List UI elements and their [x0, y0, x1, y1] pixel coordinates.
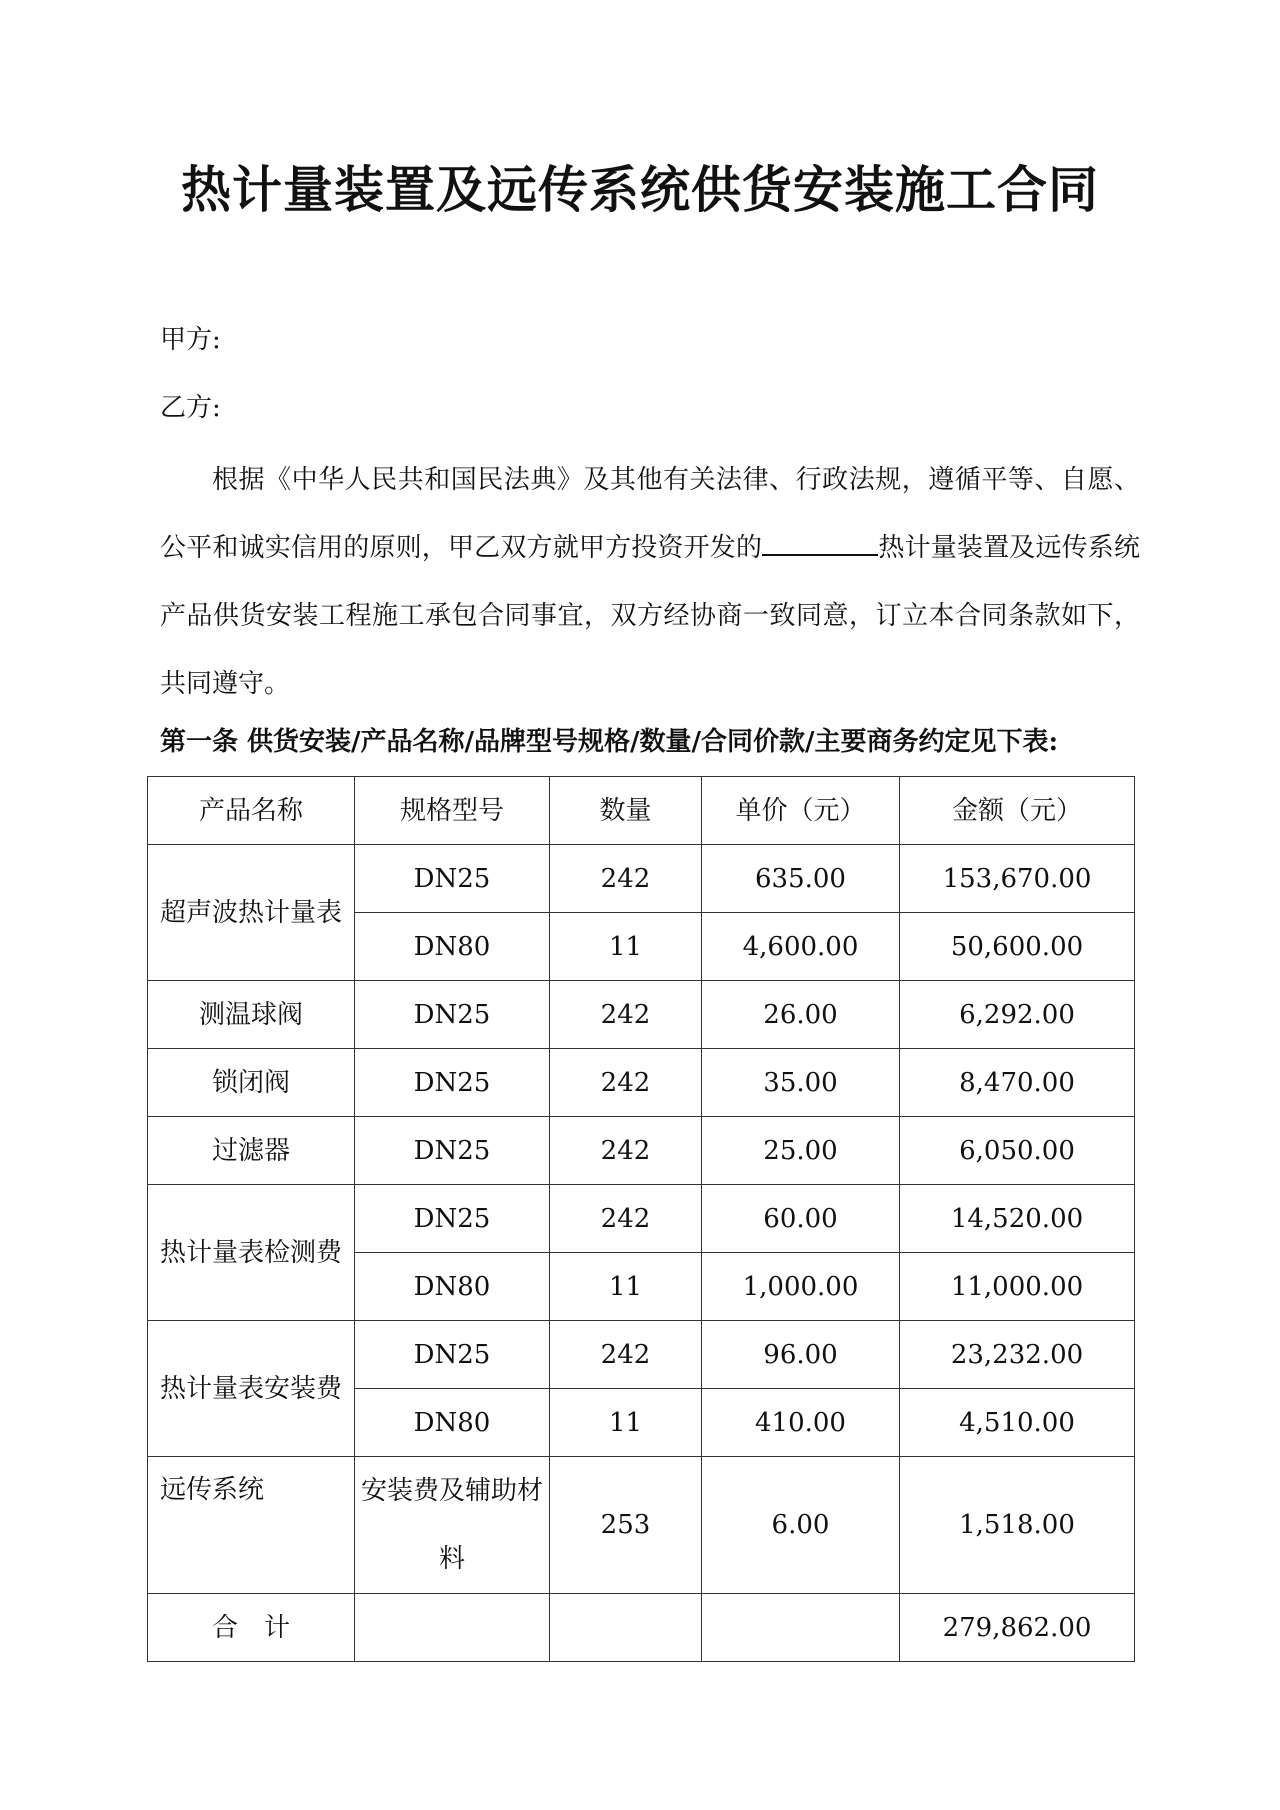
quantity-cell: 242	[550, 1185, 702, 1253]
spec-cell: DN25	[355, 981, 550, 1049]
spec-cell: 安装费及辅助材料	[355, 1457, 550, 1594]
table-row	[148, 1117, 1135, 1185]
goods-price-table	[147, 776, 1135, 1662]
quantity-cell: 242	[550, 1117, 702, 1185]
spec-cell: DN80	[355, 913, 550, 981]
table-row	[148, 1321, 1135, 1389]
product-name-cell: 锁闭阀	[148, 1049, 355, 1117]
total-amount-cell: 279,862.00	[900, 1594, 1135, 1662]
amount-cell: 11,000.00	[900, 1253, 1135, 1321]
quantity-cell: 253	[550, 1457, 702, 1594]
unit-price-cell: 60.00	[702, 1185, 900, 1253]
amount-cell: 4,510.00	[900, 1389, 1135, 1457]
spec-cell: DN25	[355, 1117, 550, 1185]
party-b-label: 乙方:	[160, 393, 221, 423]
spec-cell: DN25	[355, 845, 550, 913]
unit-price-cell: 96.00	[702, 1321, 900, 1389]
quantity-cell: 11	[550, 1389, 702, 1457]
unit-price-cell: 635.00	[702, 845, 900, 913]
product-name-cell: 过滤器	[148, 1117, 355, 1185]
contract-title: 热计量装置及远传系统供货安装施工合同	[181, 160, 1099, 219]
intro-text-after: 热计量装置及远传系统产品供货安装工程施工承包合同事宜，双方经协商一致同意，订立本合同条款如下，共同遵守。	[160, 533, 1140, 699]
spec-cell: DN80	[355, 1253, 550, 1321]
amount-cell: 6,050.00	[900, 1117, 1135, 1185]
amount-cell: 1,518.00	[900, 1457, 1135, 1594]
amount-cell: 50,600.00	[900, 913, 1135, 981]
unit-price-cell: 25.00	[702, 1117, 900, 1185]
table-row	[148, 1457, 1135, 1594]
unit-price-cell: 410.00	[702, 1389, 900, 1457]
party-a-label: 甲方:	[160, 325, 221, 355]
header-quantity: 数量	[550, 777, 702, 845]
empty-cell	[355, 1594, 550, 1662]
quantity-cell: 11	[550, 913, 702, 981]
clause-1-heading: 第一条 供货安装/产品名称/品牌型号规格/数量/合同价款/主要商务约定见下表:	[160, 727, 1059, 757]
amount-cell: 8,470.00	[900, 1049, 1135, 1117]
quantity-cell: 242	[550, 1049, 702, 1117]
amount-cell: 14,520.00	[900, 1185, 1135, 1253]
product-name-cell: 测温球阀	[148, 981, 355, 1049]
unit-price-cell: 35.00	[702, 1049, 900, 1117]
product-name-cell: 热计量表安装费	[148, 1321, 355, 1457]
project-name-blank	[762, 528, 878, 556]
quantity-cell: 242	[550, 1321, 702, 1389]
empty-cell	[702, 1594, 900, 1662]
spec-cell: DN80	[355, 1389, 550, 1457]
header-product-name: 产品名称	[148, 777, 355, 845]
product-name-cell: 超声波热计量表	[148, 845, 355, 981]
unit-price-cell: 4,600.00	[702, 913, 900, 981]
amount-cell: 153,670.00	[900, 845, 1135, 913]
product-name-cell: 远传系统	[148, 1457, 355, 1594]
spec-cell: DN25	[355, 1185, 550, 1253]
unit-price-cell: 1,000.00	[702, 1253, 900, 1321]
table-row	[148, 981, 1135, 1049]
intro-paragraph	[160, 446, 1140, 718]
product-name-cell: 热计量表检测费	[148, 1185, 355, 1321]
table-header-row	[148, 777, 1135, 845]
header-spec: 规格型号	[355, 777, 550, 845]
quantity-cell: 242	[550, 845, 702, 913]
quantity-cell: 242	[550, 981, 702, 1049]
unit-price-cell: 6.00	[702, 1457, 900, 1594]
total-label: 合计	[211, 1612, 316, 1643]
spec-cell: DN25	[355, 1049, 550, 1117]
table-total-row	[148, 1594, 1135, 1662]
quantity-cell: 11	[550, 1253, 702, 1321]
amount-cell: 23,232.00	[900, 1321, 1135, 1389]
table-row	[148, 845, 1135, 913]
amount-cell: 6,292.00	[900, 981, 1135, 1049]
unit-price-cell: 26.00	[702, 981, 900, 1049]
header-amount: 金额（元）	[900, 777, 1135, 845]
header-unit-price: 单价（元）	[702, 777, 900, 845]
empty-cell	[550, 1594, 702, 1662]
table-row	[148, 1185, 1135, 1253]
intro-text-before: 根据《中华人民共和国民法典》及其他有关法律、行政法规，遵循平等、自愿、公平和诚实信用的原则，甲乙双方就甲方投资开发的	[160, 465, 1140, 563]
total-label-cell	[148, 1594, 355, 1662]
table-row	[148, 1049, 1135, 1117]
spec-cell: DN25	[355, 1321, 550, 1389]
